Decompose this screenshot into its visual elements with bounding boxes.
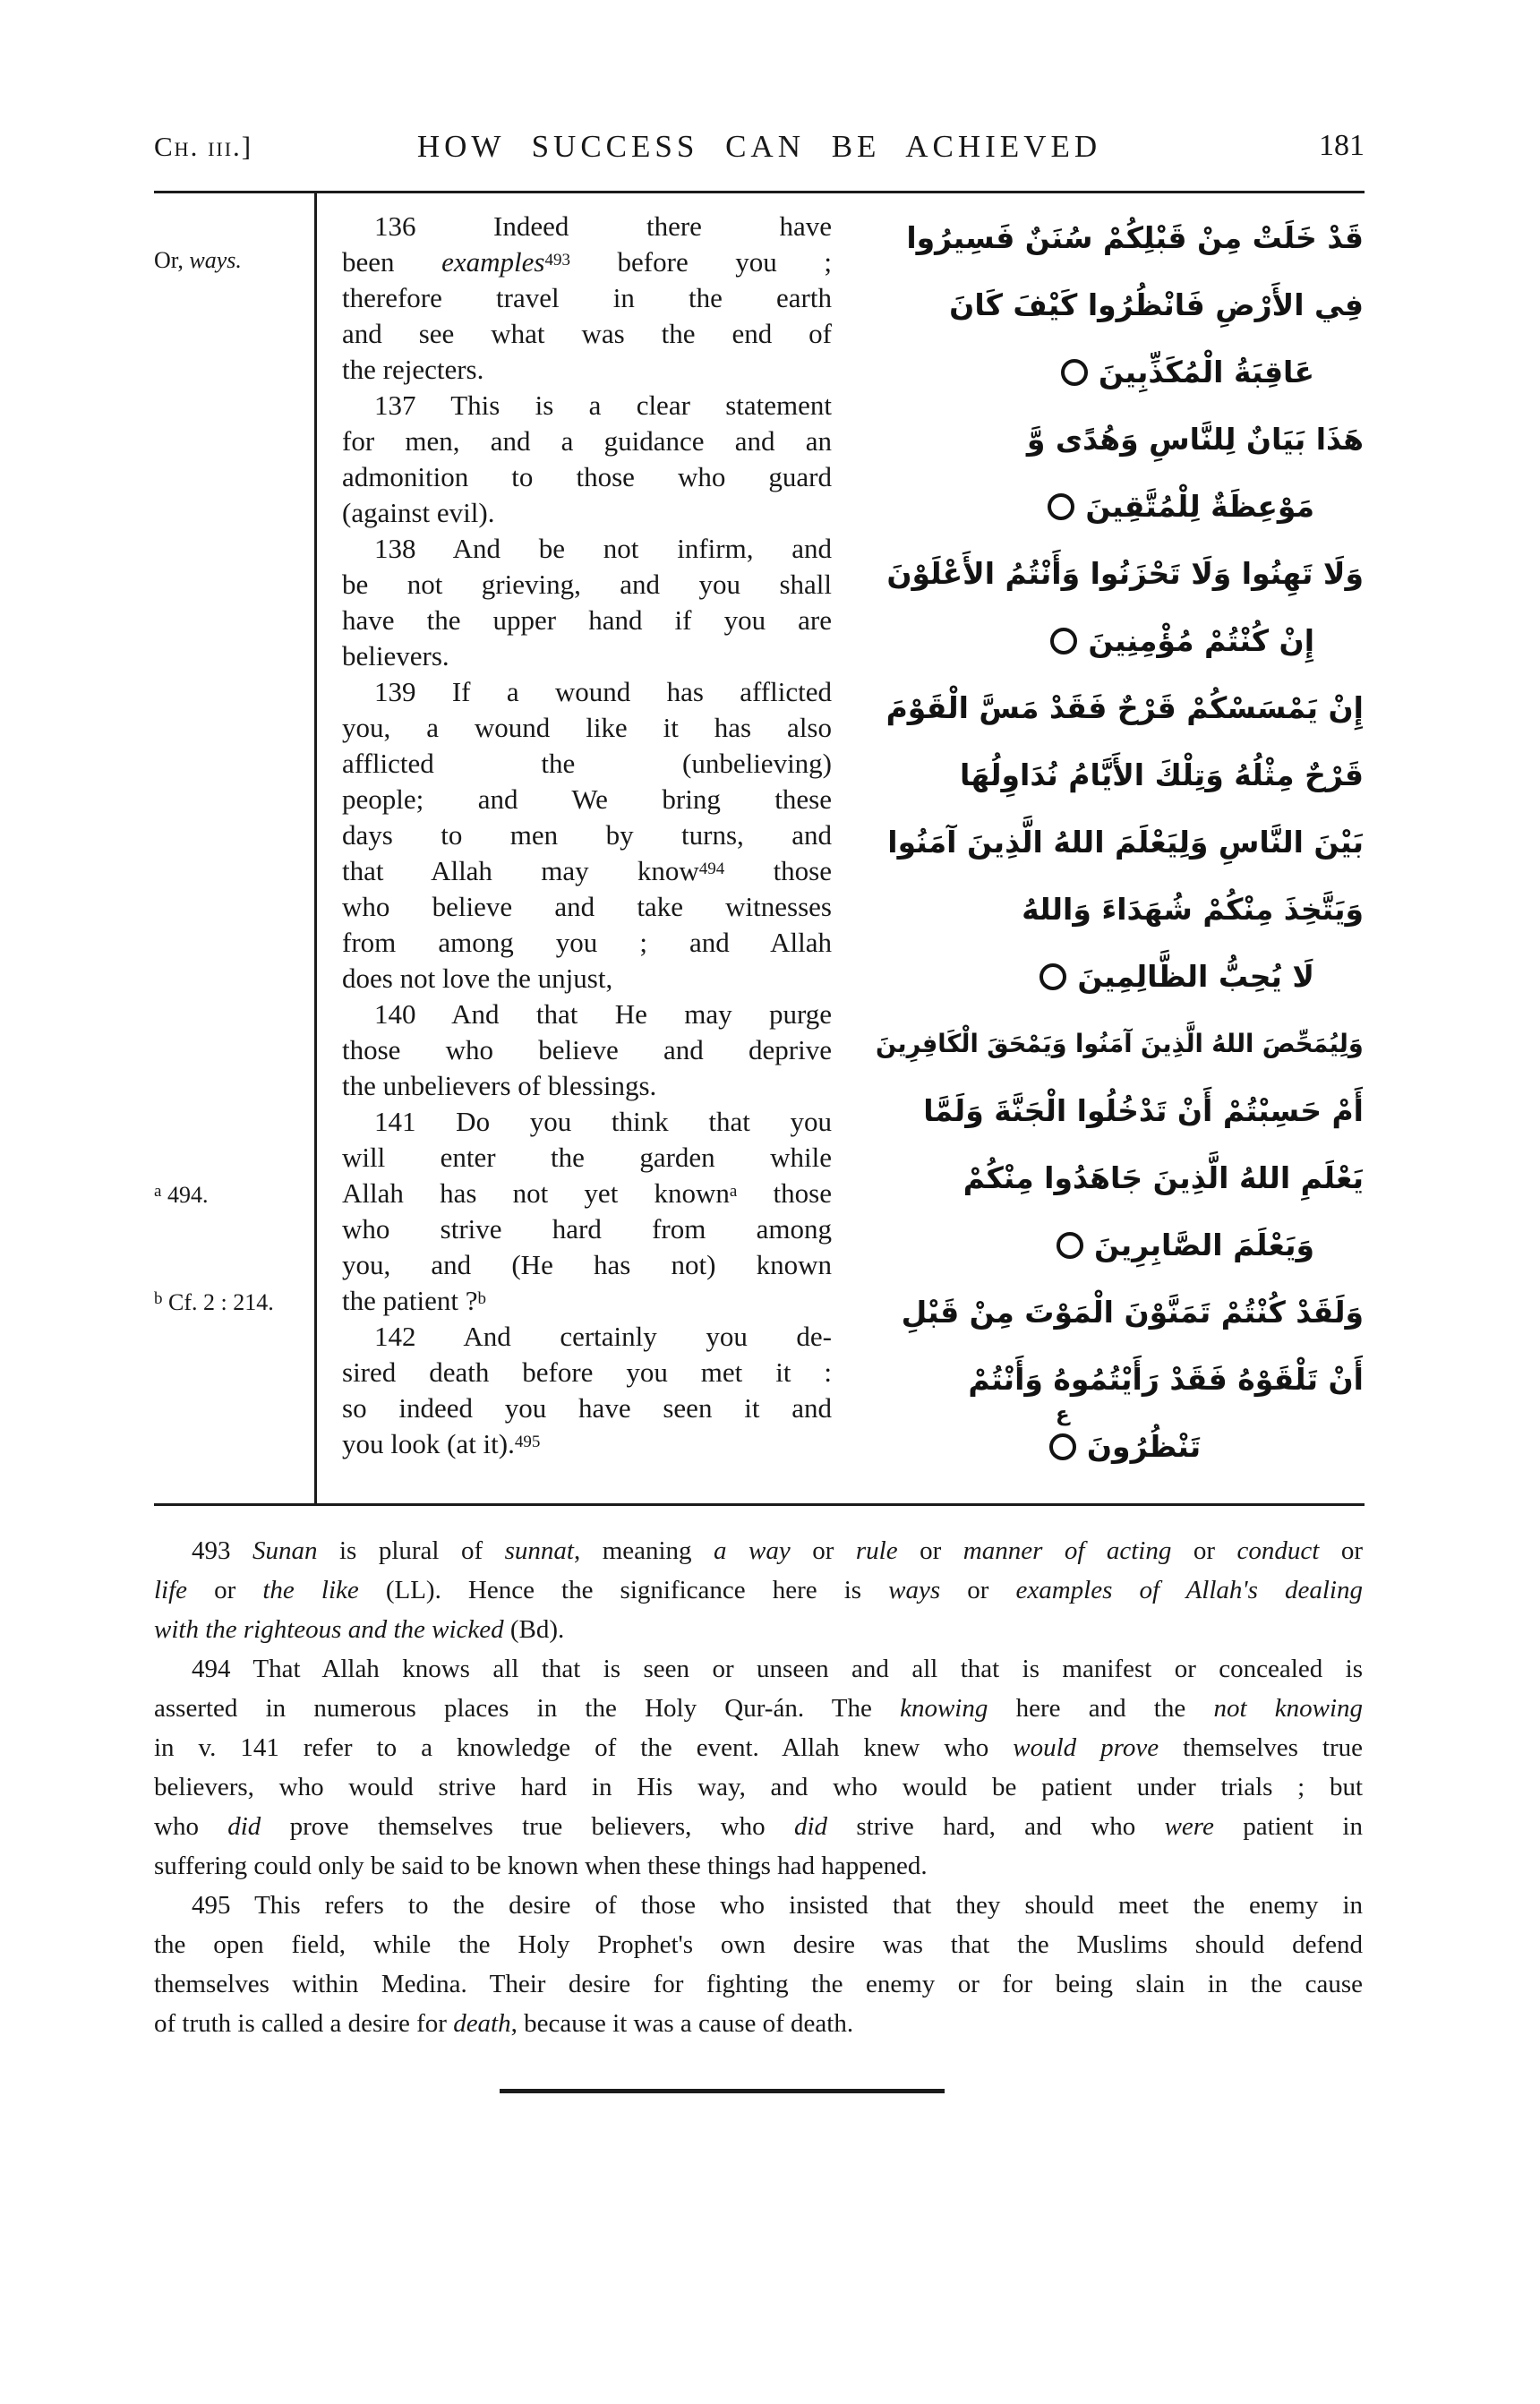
verse-paragraph-142 — [342, 1319, 832, 1462]
arabic-verse-line — [876, 271, 1364, 338]
arabic-text: هَذَا بَيَانٌ لِلنَّاسِ وَهُدًى وَّ — [1026, 422, 1364, 457]
text-segment: sunnat — [504, 1536, 574, 1565]
arabic-verse-line — [876, 1403, 1364, 1480]
footnote-ref: 493 — [544, 251, 570, 269]
arabic-text: وَلَقَدْ كُنْتُمْ تَمَنَّوْنَ الْمَوْتَ مِنْ قَبْلِ — [901, 1295, 1364, 1330]
arabic-line-content — [886, 674, 1364, 741]
arabic-line-content — [1046, 1211, 1314, 1279]
verse-line — [342, 567, 832, 603]
text-segment: 495 This refers to the desire of those who insisted that they should meet the enemy in — [192, 1891, 1363, 1920]
verse-line — [342, 638, 832, 674]
text-segment: or — [790, 1536, 856, 1565]
arabic-line-content — [902, 1279, 1364, 1346]
text-segment: so indeed you have seen it and — [342, 1392, 832, 1424]
verse-line — [342, 1283, 832, 1319]
text-segment: or — [1319, 1536, 1363, 1565]
footnote-ref: b — [477, 1289, 486, 1308]
text-segment: 137 This is a clear statement — [374, 389, 832, 421]
verse-line — [342, 674, 832, 710]
verse-line — [342, 1140, 832, 1176]
arabic-text: إِنْ كُنْتُمْ مُؤْمِنِينَ — [1088, 623, 1314, 658]
text-segment: 142 And certainly you de- — [374, 1321, 832, 1352]
text-segment: life — [154, 1576, 188, 1604]
text-segment: 494. — [161, 1182, 209, 1208]
footnote-line — [154, 2004, 1363, 2043]
arabic-text: فِي الأَرْضِ فَانْظُرُوا كَيْفَ كَانَ — [949, 287, 1364, 322]
verse-line — [342, 1247, 832, 1283]
text-segment: Or, — [154, 247, 190, 273]
text-segment: rule — [855, 1536, 898, 1565]
text-segment: were — [1164, 1812, 1214, 1841]
text-segment: themselves true — [1159, 1733, 1363, 1762]
arabic-text: تَنْظُرُونَ — [1086, 1429, 1202, 1464]
text-segment: you, and (He has not) known — [342, 1249, 832, 1280]
text-segment: asserted in numerous places in the Holy Qur-án. The — [154, 1694, 901, 1723]
translation-column — [342, 209, 832, 1462]
text-segment: patient in — [1213, 1812, 1363, 1841]
verse-line — [342, 817, 832, 853]
verse-paragraph-136 — [342, 209, 832, 388]
arabic-text: وَيَتَّخِذَ مِنْكُمْ شُهَدَاءَ وَاللهُ — [1022, 892, 1364, 927]
verse-line — [342, 531, 832, 567]
footnote-line — [154, 1610, 1363, 1649]
text-segment: 136 Indeed there have — [374, 210, 832, 242]
arabic-verse-line — [876, 540, 1364, 607]
text-segment: or — [187, 1576, 263, 1604]
verse-paragraph-141 — [342, 1104, 832, 1319]
verse-paragraph-137 — [342, 388, 832, 531]
text-segment: or — [940, 1576, 1016, 1604]
text-segment: Sunan — [252, 1536, 318, 1565]
text-segment: examples — [441, 246, 545, 278]
arabic-line-content — [963, 1144, 1364, 1211]
verse-line — [342, 388, 832, 423]
arabic-text: بَيْنَ النَّاسِ وَلِيَعْلَمَ اللهُ الَّذِينَ آمَنُوا — [887, 825, 1364, 860]
arabic-verse-line — [876, 1279, 1364, 1346]
arabic-text: لَا يُحِبُّ الظَّالِمِينَ — [1077, 959, 1314, 994]
arabic-verse-line — [876, 473, 1364, 540]
text-segment: Allah has not yet known — [342, 1177, 730, 1209]
arabic-verse-line — [876, 808, 1364, 876]
verse-line — [342, 710, 832, 746]
footnote-ref: a — [154, 1182, 162, 1201]
verse-end-circle — [1057, 1232, 1083, 1259]
verse-line — [342, 997, 832, 1032]
arabic-text: وَيَعْلَمَ الصَّابِرِينَ — [1094, 1228, 1314, 1262]
arabic-verse-line — [876, 1346, 1364, 1413]
text-segment: and see what was the end of — [342, 318, 832, 349]
arabic-verse-line — [876, 338, 1364, 406]
arabic-verse-line — [876, 1077, 1364, 1144]
text-footnote-divider — [154, 1503, 1365, 1506]
margin-note — [154, 247, 324, 274]
text-segment: for men, and a guidance and an — [342, 425, 832, 457]
text-segment: that Allah may know — [342, 855, 699, 886]
verse-line — [342, 209, 832, 244]
arabic-line-content — [1022, 876, 1364, 943]
text-segment: those — [737, 1177, 832, 1209]
arabic-text: عَاقِبَةُ الْمُكَذِّبِينَ — [1098, 355, 1314, 389]
verse-line — [342, 782, 832, 817]
verse-line — [342, 495, 832, 531]
arabic-line-content — [886, 540, 1364, 607]
verse-line — [342, 1068, 832, 1104]
text-segment: 493 — [192, 1536, 252, 1565]
verse-line — [342, 244, 832, 280]
text-segment: does not love the unjust, — [342, 962, 613, 994]
verse-paragraph-138 — [342, 531, 832, 674]
text-segment: will enter the garden while — [342, 1142, 832, 1173]
footnote-line — [154, 1767, 1363, 1807]
verse-line — [342, 1319, 832, 1355]
text-segment: the patient ? — [342, 1285, 478, 1316]
arabic-line-content — [1037, 473, 1314, 540]
text-segment: therefore travel in the earth — [342, 282, 832, 313]
verse-line — [342, 746, 832, 782]
margin-note — [154, 1182, 324, 1209]
text-segment: conduct — [1236, 1536, 1320, 1565]
footnote-line — [154, 1925, 1363, 1964]
text-segment: did — [793, 1812, 828, 1841]
verse-line — [342, 1032, 832, 1068]
margin-note — [154, 1289, 324, 1316]
arabic-line-content — [923, 1077, 1364, 1144]
verse-line — [342, 316, 832, 352]
verse-line — [342, 1390, 832, 1426]
text-segment: ways. — [189, 247, 242, 273]
page-end-rule — [500, 2089, 945, 2093]
footnote-ref: 495 — [514, 1433, 541, 1451]
verse-line — [342, 1426, 832, 1462]
text-segment: manner of acting — [962, 1536, 1172, 1565]
text-segment: have the upper hand if you are — [342, 604, 832, 636]
footnote-line — [154, 1846, 1363, 1886]
text-segment: would prove — [1013, 1733, 1159, 1762]
text-segment: a way — [714, 1536, 791, 1565]
text-segment: (LL). Hence the significance here is — [358, 1576, 889, 1604]
arabic-text-column — [876, 204, 1364, 1480]
text-segment: people; and We bring these — [342, 783, 832, 815]
text-segment: , meaning — [573, 1536, 714, 1565]
text-segment: strive hard, and who — [827, 1812, 1165, 1841]
arabic-line-content — [960, 741, 1364, 808]
text-segment: suffering could only be said to be known when these things had happened. — [154, 1852, 928, 1880]
text-segment: been — [342, 246, 442, 278]
verse-line — [342, 889, 832, 925]
text-segment: who strive hard from among — [342, 1213, 832, 1245]
text-segment: the unbelievers of blessings. — [342, 1070, 657, 1101]
text-segment: with the righteous and the wicked — [154, 1615, 504, 1644]
footnote-line — [154, 1649, 1363, 1689]
footnote-line — [154, 1531, 1363, 1570]
verse-line — [342, 925, 832, 961]
footnote-ref: a — [729, 1182, 738, 1201]
arabic-text: أَنْ تَلْقَوْهُ فَقَدْ رَأَيْتُمُوهُ وَأَنْتُمْ — [968, 1362, 1364, 1397]
text-segment: before you ; — [569, 246, 832, 278]
text-segment: knowing — [900, 1694, 988, 1723]
verse-end-circle — [1049, 1403, 1076, 1460]
text-segment: be not grieving, and you shall — [342, 569, 832, 600]
arabic-verse-line — [876, 741, 1364, 808]
text-segment: examples of Allah's dealing — [1015, 1576, 1363, 1604]
arabic-text: إِنْ يَمْسَسْكُمْ قَرْحٌ فَقَدْ مَسَّ الْقَوْمَ — [886, 690, 1364, 725]
text-segment: is plural of — [317, 1536, 505, 1565]
arabic-line-content — [906, 204, 1364, 271]
arabic-line-content — [1050, 338, 1314, 406]
text-segment: 138 And be not infirm, and — [374, 533, 832, 564]
text-segment: prove themselves true believers, who — [261, 1812, 794, 1841]
text-segment: (against evil). — [342, 497, 495, 528]
text-segment: you look (at it). — [342, 1428, 515, 1459]
arabic-text: يَعْلَمِ اللهُ الَّذِينَ جَاهَدُوا مِنْكُمْ — [962, 1160, 1364, 1195]
text-segment: in v. 141 refer to a knowledge of the event. Allah knew who — [154, 1733, 1014, 1762]
verse-line — [342, 280, 832, 316]
footnote-line — [154, 1689, 1363, 1728]
arabic-verse-line — [876, 674, 1364, 741]
text-segment: afflicted the (unbelieving) — [342, 748, 832, 779]
verse-line — [342, 1104, 832, 1140]
arabic-line-content — [949, 271, 1364, 338]
arabic-text: وَلِيُمَحِّصَ اللهُ الَّذِينَ آمَنُوا وَيَمْحَقَ الْكَافِرِينَ — [876, 1029, 1364, 1058]
verse-paragraph-140 — [342, 997, 832, 1104]
arabic-text: قَدْ خَلَتْ مِنْ قَبْلِكُمْ سُنَنٌ فَسِيرُوا — [906, 220, 1364, 255]
text-segment: not knowing — [1213, 1694, 1363, 1723]
arabic-line-content — [876, 1010, 1364, 1077]
arabic-text: وَلَا تَهِنُوا وَلَا تَحْزَنُوا وَأَنْتُمُ الأَعْلَوْنَ — [886, 556, 1364, 591]
text-segment: the rejecters. — [342, 354, 484, 385]
arabic-verse-line — [876, 1144, 1364, 1211]
arabic-verse-line — [876, 943, 1364, 1010]
arabic-verse-line — [876, 1211, 1364, 1279]
arabic-line-content — [1040, 607, 1314, 674]
arabic-verse-line — [876, 876, 1364, 943]
arabic-text: مَوْعِظَةٌ لِلْمُتَّقِينَ — [1085, 489, 1314, 524]
text-segment: 140 And that He may purge — [374, 998, 832, 1030]
verse-line — [342, 1355, 832, 1390]
text-segment: themselves within Medina. Their desire for fighting the enemy or for being slain in the cause — [154, 1970, 1363, 1998]
page-title: HOW SUCCESS CAN BE ACHIEVED — [416, 129, 1102, 164]
text-segment: admonition to those who guard — [342, 461, 832, 492]
verse-line — [342, 853, 832, 889]
footnotes-section — [154, 1531, 1363, 2043]
text-segment: those — [724, 855, 833, 886]
verse-line — [342, 423, 832, 459]
text-segment: death — [453, 2009, 511, 2038]
arabic-verse-line — [876, 204, 1364, 271]
arabic-line-content — [1027, 406, 1364, 473]
text-segment: ways — [888, 1576, 941, 1604]
text-segment: of truth is called a desire for — [154, 2009, 454, 2038]
verse-line — [342, 352, 832, 388]
text-segment: believers. — [342, 640, 449, 672]
text-segment: from among you ; and Allah — [342, 927, 832, 958]
text-segment: the open field, while the Holy Prophet's own desire was that the Muslims should defend — [154, 1930, 1363, 1959]
chapter-label: Ch. iii.] — [154, 131, 253, 162]
text-segment: or — [897, 1536, 963, 1565]
footnote-ref: b — [154, 1289, 163, 1308]
arabic-verse-line — [876, 607, 1364, 674]
text-segment: those who believe and deprive — [342, 1034, 832, 1065]
footnote-line — [154, 1807, 1363, 1846]
header-rule — [154, 191, 1365, 193]
text-segment: sired death before you met it : — [342, 1356, 832, 1388]
verse-end-circle — [1050, 628, 1077, 654]
verse-line — [342, 603, 832, 638]
footnote-line — [154, 1570, 1363, 1610]
verse-line — [342, 1176, 832, 1211]
verse-end-circle — [1061, 359, 1088, 386]
verse-end-circle — [1048, 493, 1074, 520]
text-segment: here and the — [988, 1694, 1214, 1723]
arabic-line-content — [968, 1346, 1364, 1413]
footnote-line — [154, 1728, 1363, 1767]
verse-line — [342, 459, 832, 495]
text-segment: the like — [262, 1576, 359, 1604]
verse-line — [342, 1211, 832, 1247]
text-segment: 494 That Allah knows all that is seen or unseen and all that is manifest or concealed is — [192, 1655, 1363, 1683]
text-segment: did — [227, 1812, 261, 1841]
footnote-line — [154, 1964, 1363, 2004]
page-number: 181 — [1319, 129, 1365, 162]
text-segment: (Bd). — [503, 1615, 565, 1644]
text-segment: who believe and take witnesses — [342, 891, 832, 922]
text-segment: you, a wound like it has also — [342, 712, 832, 743]
arabic-verse-line — [876, 406, 1364, 473]
arabic-line-content — [1039, 1403, 1202, 1480]
arabic-verse-line — [876, 1010, 1364, 1077]
text-segment: , because it was a cause of death. — [510, 2009, 854, 2038]
text-segment: or — [1171, 1536, 1237, 1565]
footnote-495 — [154, 1886, 1363, 2043]
arabic-text: أَمْ حَسِبْتُمْ أَنْ تَدْخُلُوا الْجَنَّةَ وَلَمَّا — [923, 1093, 1364, 1128]
verse-line — [342, 961, 832, 997]
text-segment: 139 If a wound has afflicted — [374, 676, 832, 707]
text-segment: Cf. 2 : 214. — [162, 1289, 274, 1315]
arabic-line-content — [887, 808, 1364, 876]
arabic-line-content — [1029, 943, 1314, 1010]
verse-end-circle — [1040, 963, 1066, 990]
arabic-text: قَرْحٌ مِثْلُهُ وَتِلْكَ الأَيَّامُ نُدَاوِلُهَا — [959, 757, 1364, 792]
footnote-493 — [154, 1531, 1363, 1649]
footnote-line — [154, 1886, 1363, 1925]
text-segment: who — [154, 1812, 228, 1841]
footnote-494 — [154, 1649, 1363, 1886]
text-segment: believers, who would strive hard in His way, and who would be patient under trials ; but — [154, 1773, 1363, 1801]
text-segment: 141 Do you think that you — [374, 1106, 832, 1137]
ruku-marker: ع — [1056, 1403, 1070, 1426]
verse-paragraph-139 — [342, 674, 832, 997]
text-segment: days to men by turns, and — [342, 819, 832, 851]
footnote-ref: 494 — [698, 860, 725, 878]
